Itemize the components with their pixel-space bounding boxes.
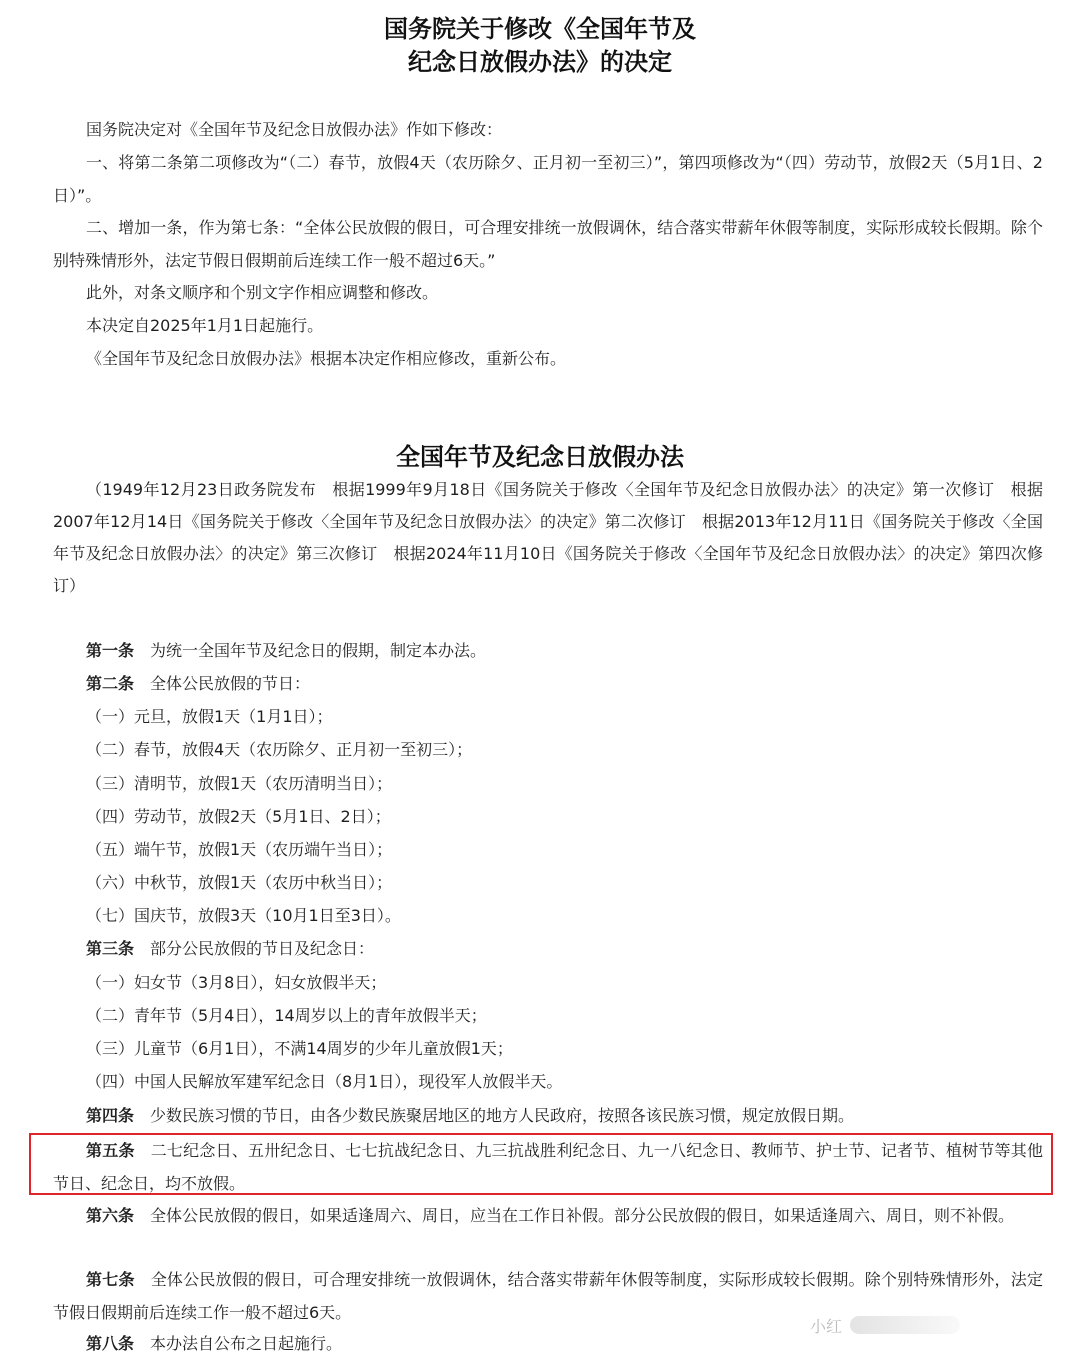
article-text: 部分公民放假的节日及纪念日： xyxy=(150,939,375,958)
measures-title: 全国年节及纪念日放假办法 xyxy=(396,443,684,471)
decision-paragraph: 此外，对条文顺序和个别文字作相应调整和修改。 xyxy=(86,283,439,302)
article-text: 二七纪念日、五卅纪念日、七七抗战纪念日、九三抗战胜利纪念日、九一八纪念日、教师节、护士节、记者节、植树节等其他节日、纪念日，均不放假。 xyxy=(53,1141,1043,1193)
article-text: 为统一全国年节及纪念日的假期，制定本办法。 xyxy=(150,641,487,660)
list-item: （七）国庆节，放假3天（10月1日至3日）。 xyxy=(86,906,401,925)
article-text: 全体公民放假的节日： xyxy=(150,674,311,693)
article-label: 第一条 xyxy=(86,641,135,660)
watermark-bar xyxy=(850,1316,960,1334)
article-6 xyxy=(53,1199,1043,1232)
decision-paragraph: 国务院决定对《全国年节及纪念日放假办法》作如下修改： xyxy=(86,120,503,139)
article-text: 全体公民放假的假日，如果适逢周六、周日，应当在工作日补假。部分公民放假的假日，如果适逢周六、周日，则不补假。 xyxy=(150,1206,1015,1225)
list-item: （三）儿童节（6月1日），不满14周岁的少年儿童放假1天； xyxy=(86,1039,513,1058)
decision-title-line1: 国务院关于修改《全国年节及 xyxy=(384,15,696,43)
measures-history: （1949年12月23日政务院发布 根据1999年9月18日《国务院关于修改〈全国年节及纪念日放假办法〉的决定》第一次修订 根据2007年12月14日《国务院关于修改〈全国年节及纪念日放假办法〉的决定》第二次修订 根据2013年12月11日《国务院关于修改〈全国年节及纪念日放假办法〉的决定》第三次修订 根据2024年11月10日《国务院关于修改〈全国年节及纪念日放假办法〉的决定》第四次修订） xyxy=(53,480,1043,595)
article-label: 第七条 xyxy=(86,1270,135,1289)
list-item: （六）中秋节，放假1天（农历中秋当日）； xyxy=(86,873,393,892)
article-label: 第八条 xyxy=(86,1334,135,1353)
article-3 xyxy=(53,932,1043,965)
decision-title-line2: 纪念日放假办法》的决定 xyxy=(408,48,672,76)
article-label: 第六条 xyxy=(86,1206,135,1225)
watermark-text: 小红 xyxy=(810,1316,843,1336)
article-label: 第四条 xyxy=(86,1106,135,1125)
article-4 xyxy=(53,1099,1043,1132)
list-item: （四）劳动节，放假2天（5月1日、2日）； xyxy=(86,807,391,826)
list-item: （一）妇女节（3月8日），妇女放假半天； xyxy=(86,973,387,992)
watermark xyxy=(810,1307,1040,1343)
list-item: （二）青年节（5月4日），14周岁以上的青年放假半天； xyxy=(86,1006,487,1025)
article-5 xyxy=(53,1134,1043,1200)
list-item: （三）清明节，放假1天（农历清明当日）； xyxy=(86,774,393,793)
article-2 xyxy=(53,667,1043,700)
article-label: 第二条 xyxy=(86,674,135,693)
decision-paragraph: 《全国年节及纪念日放假办法》根据本决定作相应修改，重新公布。 xyxy=(86,349,567,368)
article-1 xyxy=(53,634,1043,667)
list-item: （五）端午节，放假1天（农历端午当日）； xyxy=(86,840,393,859)
decision-paragraph: 本决定自2025年1月1日起施行。 xyxy=(86,316,324,335)
article-label: 第五条 xyxy=(86,1141,135,1160)
decision-paragraph: 二、增加一条，作为第七条：“全体公民放假的假日，可合理安排统一放假调休，结合落实带薪年休假等制度，实际形成较长假期。除个别特殊情形外，法定节假日假期前后连续工作一般不超过6天。” xyxy=(53,218,1043,270)
article-text: 本办法自公布之日起施行。 xyxy=(150,1334,343,1353)
list-item: （四）中国人民解放军建军纪念日（8月1日），现役军人放假半天。 xyxy=(86,1072,563,1091)
article-label: 第三条 xyxy=(86,939,135,958)
list-item: （一）元旦，放假1天（1月1日）； xyxy=(86,707,333,726)
list-item: （二）春节，放假4天（农历除夕、正月初一至初三）； xyxy=(86,740,473,759)
article-text: 全体公民放假的假日，可合理安排统一放假调休，结合落实带薪年休假等制度，实际形成较长假期。除个别特殊情形外，法定节假日假期前后连续工作一般不超过6天。 xyxy=(53,1270,1043,1322)
decision-paragraph: 一、将第二条第二项修改为“（二）春节，放假4天（农历除夕、正月初一至初三）”，第四项修改为“（四）劳动节，放假2天（5月1日、2日）”。 xyxy=(53,153,1043,205)
article-text: 少数民族习惯的节日，由各少数民族聚居地区的地方人民政府，按照各该民族习惯，规定放假日期。 xyxy=(150,1106,855,1125)
